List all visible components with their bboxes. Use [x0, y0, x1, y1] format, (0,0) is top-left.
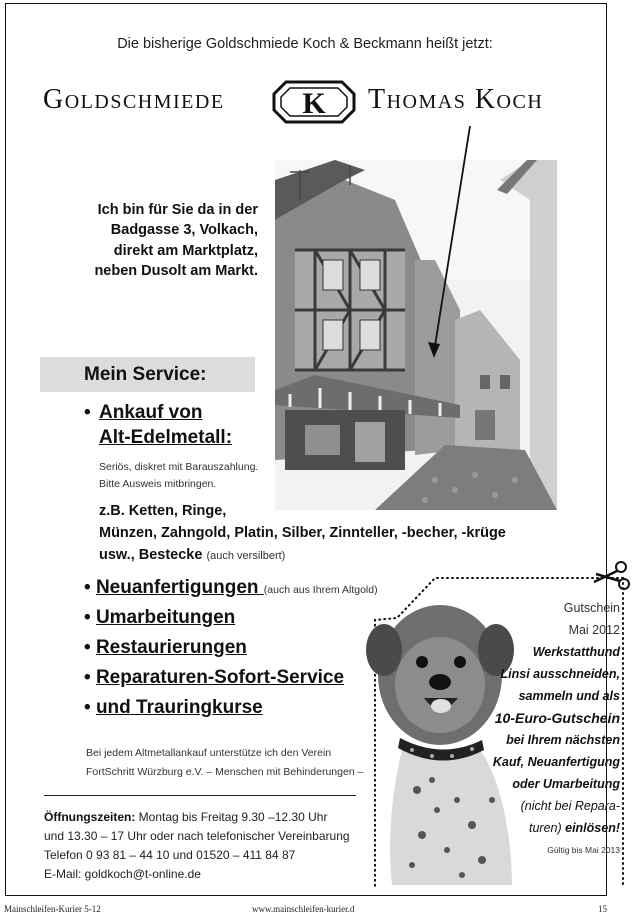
coupon-line: bei Ihrem nächsten — [506, 733, 620, 747]
verein-line: Bei jedem Altmetallankauf unterstütze ich den Verein — [86, 747, 332, 759]
examples-aside: (auch versilbert) — [206, 550, 286, 562]
list-item: • Umarbeitungen — [84, 607, 236, 628]
item-label: und Trauringkurse — [95, 697, 263, 718]
contact-block — [44, 808, 374, 884]
ankauf-note — [99, 459, 279, 493]
address-line: direkt am Marktplatz, — [113, 242, 258, 259]
k-monogram-logo-icon — [272, 80, 356, 129]
ankauf-line: Ankauf von — [99, 402, 203, 423]
scissors-icon — [592, 560, 632, 599]
note-line: Seriös, diskret mit Barauszahlung. — [99, 461, 259, 473]
coupon-head: Gutschein — [563, 601, 620, 615]
hours-line: und 13.30 – 17 Uhr oder nach telefonischer Vereinbarung — [44, 829, 350, 843]
list-item: • und Trauringkurse — [84, 697, 263, 718]
street-photo — [275, 160, 557, 510]
coupon-head: Mai 2012 — [568, 623, 620, 637]
list-item: • Reparaturen-Sofort-Service — [84, 667, 345, 688]
logo-letter: K — [302, 87, 326, 120]
service-list — [84, 574, 378, 724]
verein-line: FortSchritt Würzburg e.V. – Menschen mit Behinderungen – — [86, 766, 364, 778]
brand-right: Thomas Koch — [368, 84, 544, 115]
email-line: E-Mail: goldkoch@t-online.de — [44, 867, 201, 881]
coupon-line: Werkstatthund — [532, 645, 620, 659]
address-line: Ich bin für Sie da in der — [97, 202, 258, 218]
examples-line: Münzen, Zahngold, Platin, Silber, Zinnteller, -becher, -krüge — [99, 525, 506, 541]
coupon-line: Linsi ausschneiden, — [500, 667, 620, 681]
footer-url: www.mainschleifen-kurier.d — [252, 904, 355, 914]
examples-block — [99, 500, 579, 567]
address-block — [60, 200, 258, 281]
item-label: Reparaturen-Sofort-Service — [95, 667, 345, 688]
coupon-line: oder Umarbeitung — [512, 777, 620, 791]
ankauf-line: Alt-Edelmetall: — [99, 427, 233, 448]
coupon-line: Kauf, Neuanfertigung — [492, 755, 620, 769]
list-item: • Restaurierungen — [84, 637, 247, 658]
verein-note — [86, 744, 376, 782]
examples-line: usw., Bestecke — [99, 547, 203, 563]
coupon-line: (nicht bei Repara- — [520, 799, 620, 813]
list-item: • Neuanfertigungen (auch aus Ihrem Altgold) — [84, 577, 378, 598]
brand-left: Goldschmiede — [43, 84, 225, 115]
coupon-validity: Gültig bis Mai 2013 — [547, 845, 620, 855]
examples-line: z.B. Ketten, Ringe, — [99, 503, 227, 519]
coupon-line: sammeln und als — [518, 689, 620, 703]
coupon-line: einlösen! — [565, 821, 620, 835]
footer-left: Mainschleifen-Kurier 5-12 — [4, 904, 101, 914]
item-label: Umarbeitungen — [95, 607, 236, 628]
item-label: Restaurierungen — [95, 637, 247, 658]
ankauf-heading — [99, 400, 299, 450]
coupon-value: 10-Euro-Gutschein — [494, 710, 620, 726]
phone-line: Telefon 0 93 81 – 44 10 und 01520 – 411 84 87 — [44, 848, 296, 862]
address-line: Badgasse 3, Volkach, — [110, 222, 258, 239]
coupon-text — [470, 597, 620, 861]
hours-label: Öffnungszeiten: — [44, 810, 136, 824]
item-label: Neuanfertigungen — [95, 577, 264, 598]
divider — [44, 795, 356, 796]
item-aside: (auch aus Ihrem Altgold) — [263, 584, 378, 596]
page-number: 15 — [598, 904, 607, 914]
coupon-line: turen) — [528, 821, 566, 835]
note-line: Bitte Ausweis mitbringen. — [99, 478, 217, 490]
intro-line: Die bisherige Goldschmiede Koch & Beckmann heißt jetzt: — [117, 36, 493, 52]
service-title: Mein Service: — [84, 364, 207, 385]
bullet-dot: • — [84, 402, 91, 423]
address-line: neben Dusolt am Markt. — [94, 262, 258, 279]
hours-line: Montag bis Freitag 9.30 –12.30 Uhr — [135, 810, 328, 824]
